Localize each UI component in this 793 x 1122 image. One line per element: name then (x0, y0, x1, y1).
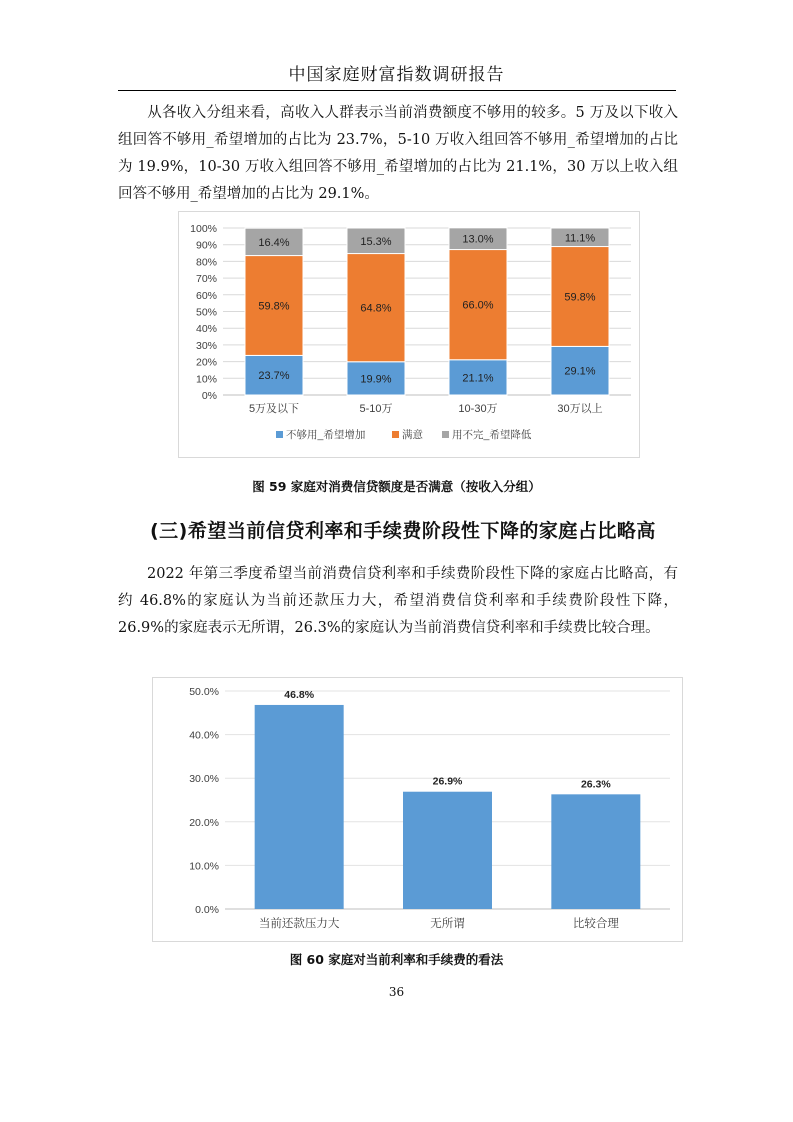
section-heading: (三)希望当前信贷利率和手续费阶段性下降的家庭占比略高 (150, 520, 656, 542)
data-label: 15.3% (360, 235, 392, 248)
x-tick-label: 10-30万 (458, 403, 498, 415)
figure-59-caption: 图 59 家庭对消费信贷额度是否满意（按收入分组） (252, 479, 541, 494)
data-label: 26.3% (580, 778, 611, 791)
bar (255, 705, 344, 909)
legend-swatch (276, 431, 283, 438)
data-label: 11.1% (564, 232, 596, 245)
data-label: 23.7% (258, 370, 290, 383)
data-label: 21.1% (462, 372, 494, 385)
y-tick-label: 100% (190, 223, 217, 235)
x-tick-label: 比较合理 (572, 918, 619, 930)
figure-59-chart (178, 211, 640, 458)
x-tick-label: 5-10万 (359, 403, 393, 415)
x-tick-label: 30万以上 (557, 403, 603, 415)
legend-swatch (392, 431, 399, 438)
y-tick-label: 20% (195, 356, 217, 369)
header-rule (118, 90, 676, 91)
y-tick-label: 0% (201, 390, 217, 402)
figure-60-caption: 图 60 家庭对当前利率和手续费的看法 (289, 952, 504, 967)
y-tick-label: 20.0% (189, 816, 219, 829)
bar-chart (153, 678, 682, 941)
paragraph-text: 从各收入分组来看，高收入人群表示当前消费额度不够用的较多。5 万及以下收入组回答不够用_希望增加的占比为 23.7%，5-10 万收入组回答不够用_希望增加的占比为 19.9%，10-30 万收入组回答不够用_希望增加的占比为 21.1%，30 万以上收入组回答不够用_希望增加的占比为 29.1%。 (118, 105, 678, 202)
legend-label: 不够用_希望增加 (286, 429, 366, 441)
y-tick-label: 10.0% (189, 860, 219, 873)
y-tick-label: 70% (195, 273, 217, 286)
y-tick-label: 40.0% (189, 729, 219, 742)
y-tick-label: 50% (195, 306, 217, 319)
y-tick-label: 40% (195, 323, 217, 336)
paragraph-text: 2022 年第三季度希望当前消费信贷利率和手续费阶段性下降的家庭占比略高，有约 46.8%的家庭认为当前还款压力大，希望消费信贷利率和手续费阶段性下降，26.9%的家庭表示无所谓，26.3%的家庭认为当前消费信贷利率和手续费比较合理。 (118, 566, 678, 636)
data-label: 29.1% (564, 365, 596, 378)
data-label: 13.0% (462, 233, 494, 246)
paragraph-income-groups (118, 100, 678, 208)
figure-60-chart (152, 677, 683, 942)
legend-label: 满意 (402, 429, 423, 441)
y-tick-label: 0.0% (195, 904, 219, 916)
data-label: 59.8% (258, 300, 290, 313)
data-label: 19.9% (360, 373, 392, 386)
y-tick-label: 50.0% (189, 686, 219, 698)
data-label: 59.8% (564, 291, 596, 304)
x-tick-label: 无所谓 (430, 918, 465, 930)
legend-swatch (442, 431, 449, 438)
data-label: 16.4% (258, 236, 290, 249)
y-tick-label: 80% (195, 256, 217, 269)
legend-label: 用不完_希望降低 (452, 429, 532, 441)
x-tick-label: 5万及以下 (248, 403, 300, 415)
y-tick-label: 90% (195, 239, 217, 252)
page-number: 36 (388, 985, 405, 999)
paragraph-interest-rates (118, 561, 678, 642)
data-label: 26.9% (432, 775, 463, 788)
running-header: 中国家庭财富指数调研报告 (288, 65, 505, 85)
data-label: 64.8% (360, 302, 392, 315)
x-tick-label: 当前还款压力大 (258, 918, 340, 930)
data-label: 66.0% (462, 299, 494, 312)
stacked-bar-chart (179, 212, 639, 457)
data-label: 46.8% (284, 688, 315, 701)
bar (551, 794, 640, 909)
y-tick-label: 10% (195, 373, 217, 386)
y-tick-label: 30% (195, 339, 217, 352)
y-tick-label: 30.0% (189, 773, 219, 786)
y-tick-label: 60% (195, 289, 217, 302)
bar (403, 792, 492, 909)
